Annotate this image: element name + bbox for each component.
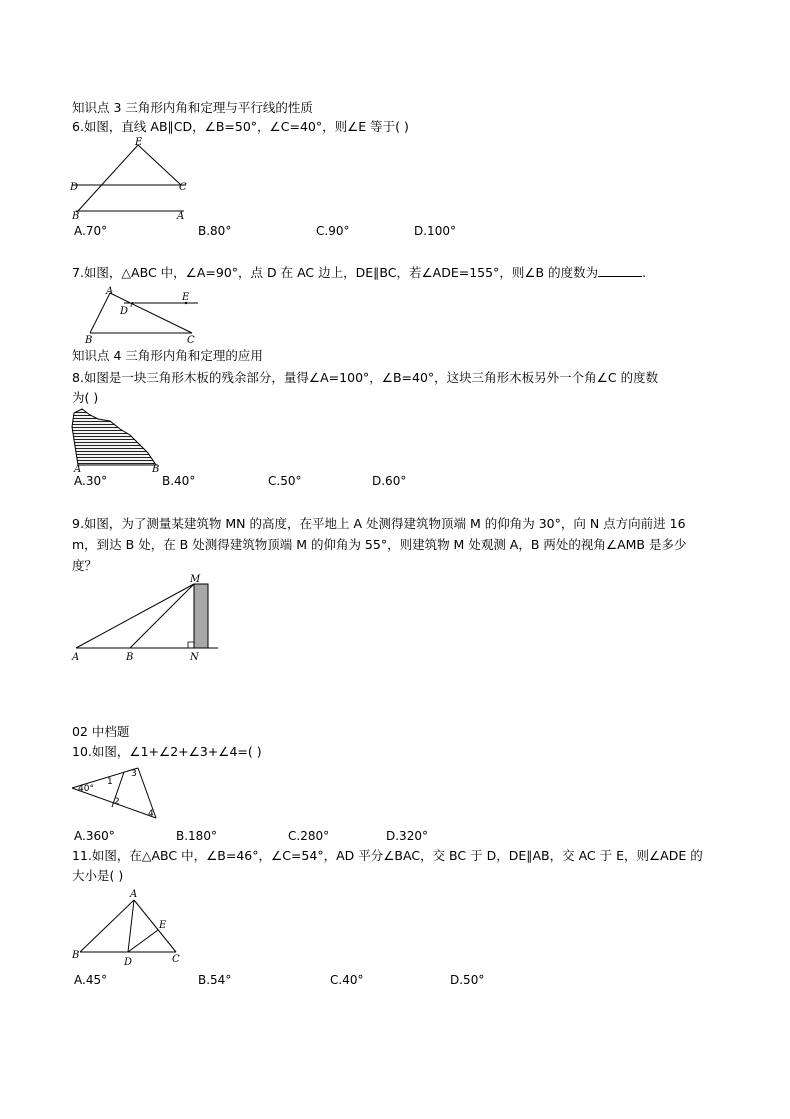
question-11-line-2: 大小是( ) (72, 868, 124, 883)
question-9-line-3: 度？ (72, 558, 98, 573)
q8-option-b: B.40° (162, 474, 196, 488)
q7-text-end: . (642, 265, 647, 280)
q6-option-b: B.80° (198, 224, 232, 238)
section-4-heading: 知识点 4 三角形内角和定理的应用 (72, 348, 263, 363)
question-9-line-2: m，到达 B 处，在 B 处测得建筑物顶端 M 的仰角为 55°，则建筑物 M 处观测 A，B 两处的视角∠AMB 是多少 (72, 537, 687, 552)
q10-option-b: B.180° (176, 829, 217, 843)
q10-figure (68, 762, 163, 824)
section-3-heading: 知识点 3 三角形内角和定理与平行线的性质 (72, 100, 313, 115)
q7-label-a: A (106, 286, 114, 297)
q6-label-e: E (135, 137, 143, 148)
q8-figure (68, 405, 168, 473)
q11-label-d: D (124, 957, 133, 968)
q7-label-d: D (120, 306, 129, 317)
q6-label-c: C (179, 182, 187, 193)
q10-option-c: C.280° (288, 829, 330, 843)
question-8-line-1: 8.如图是一块三角形木板的残余部分，量得∠A=100°，∠B=40°，这块三角形木板另外一个角∠C 的度数 (72, 370, 659, 385)
q6-label-b: B (72, 211, 80, 220)
question-10-text: 10.如图，∠1+∠2+∠3+∠4=( ) (72, 744, 262, 759)
q11-option-c: C.40° (330, 973, 364, 987)
q6-option-d: D.100° (414, 224, 456, 238)
q6-label-d: D (70, 182, 79, 193)
q11-option-a: A.45° (74, 973, 108, 987)
q10-label-40-deg: 40° (78, 784, 94, 794)
q9-label-a: A (72, 652, 80, 663)
q9-label-m: M (190, 574, 201, 585)
q10-label-4: 4 (148, 809, 154, 819)
q10-option-d: D.320° (386, 829, 428, 843)
q7-label-e: E (182, 292, 190, 303)
q11-label-e: E (159, 920, 167, 931)
question-11-line-1: 11.如图，在△ABC 中，∠B=46°，∠C=54°，AD 平分∠BAC，交 BC 于 D，DE∥AB，交 AC 于 E，则∠ADE 的 (72, 848, 703, 863)
q7-figure (80, 285, 205, 347)
question-8-line-2: 为( ) (72, 390, 99, 405)
q11-figure (68, 886, 188, 968)
q11-label-c: C (172, 954, 180, 965)
section-02-heading: 02 中档题 (72, 724, 130, 739)
q11-option-d: D.50° (450, 973, 485, 987)
q9-figure (68, 572, 218, 664)
q10-option-a: A.360° (74, 829, 115, 843)
q6-option-a: A.70° (74, 224, 108, 238)
q8-option-c: C.50° (268, 474, 302, 488)
q7-answer-blank (598, 265, 642, 277)
q10-label-1: 1 (107, 777, 113, 787)
question-9-line-1: 9.如图，为了测量某建筑物 MN 的高度，在平地上 A 处测得建筑物顶端 M 的仰角为 30°，向 N 点方向前进 16 (72, 516, 686, 531)
q6-option-c: C.90° (316, 224, 350, 238)
q7-label-c: C (187, 335, 195, 346)
q6-figure (66, 135, 196, 220)
q8-label-a: A (74, 464, 82, 473)
q11-label-a: A (130, 889, 138, 900)
question-6-text: 6.如图，直线 AB∥CD，∠B=50°，∠C=40°，则∠E 等于( ) (72, 119, 409, 134)
q9-label-b: B (126, 652, 134, 663)
q7-label-b: B (85, 335, 93, 346)
q8-option-d: D.60° (372, 474, 407, 488)
q7-text-main: 7.如图，△ABC 中，∠A=90°，点 D 在 AC 边上，DE∥BC，若∠ADE=155°，则∠B 的度数为 (72, 265, 599, 280)
q8-option-a: A.30° (74, 474, 108, 488)
q11-option-b: B.54° (198, 973, 232, 987)
q11-label-b: B (72, 950, 80, 961)
q8-label-b: B (152, 464, 160, 473)
q10-label-3: 3 (131, 769, 137, 779)
q9-label-n: N (190, 652, 199, 663)
q6-label-a: A (177, 211, 185, 220)
question-7-text (72, 265, 646, 281)
q10-label-2: 2 (114, 797, 120, 807)
